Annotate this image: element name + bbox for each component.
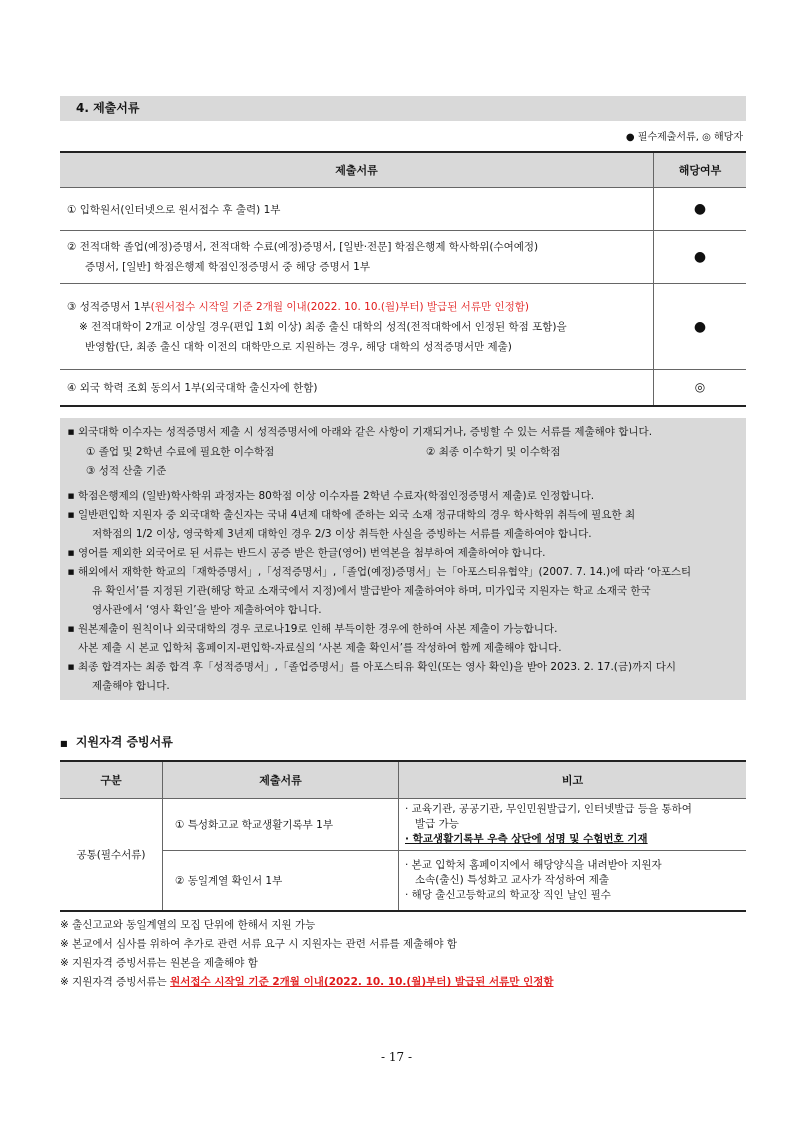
- footnote: ※ 본교에서 심사를 위하여 추가로 관련 서류 요구 시 지원자는 관련 서류를 제출해야 함: [60, 938, 458, 950]
- footnote: ※ 출신고교와 동일계열의 모집 단위에 한해서 지원 가능: [60, 919, 316, 931]
- mark-cell: ◎: [654, 370, 747, 406]
- remark-cell: · 교육기관, 공공기관, 무인민원발급기, 인터넷발급 등을 통하여 발급 가능 · 학교생활기록부 우측 상단에 성명 및 수험번호 기재: [399, 799, 747, 851]
- square-bullet-icon: ■: [67, 625, 75, 633]
- header-type: 구분: [60, 761, 163, 799]
- table-row: [60, 370, 746, 406]
- doc-cell: ② 동일계열 확인서 1부: [163, 851, 399, 911]
- footnotes: [60, 916, 554, 992]
- square-bullet-icon: ■: [67, 511, 75, 519]
- note-item: ■ 일반편입학 지원자 중 외국대학 출신자는 국내 4년제 대학에 준하는 외국 소재 정규대학의 경우 학사학위 취득에 필요한 최 저학점의 1/2 이상, 영국학제 3년제 대학인 경우 2/3 이상 취득한 사실을 증빙하는 서류를 제출하여야 합니다.: [64, 506, 736, 544]
- square-bullet-icon: ■: [67, 663, 75, 671]
- doc-note-cont: 반영함(단, 최종 출신 대학 이전의 대학만으로 지원하는 경우, 해당 대학의 성적증명서만 제출): [85, 340, 512, 353]
- table-row: [60, 188, 746, 231]
- note-item: ■ 외국대학 이수자는 성적증명서 제출 시 성적증명서에 아래와 같은 사항이 기재되거나, 증빙할 수 있는 서류를 제출해야 합니다.: [64, 423, 736, 442]
- doc-note: ※ 전적대학이 2개교 이상일 경우(편입 1회 이상) 최종 출신 대학의 성적(전적대학에서 인정된 학점 포함)을: [79, 320, 567, 333]
- footnote: ※ 지원자격 증빙서류는 원서접수 시작일 기준 2개월 이내(2022. 10. 10.(월)부터) 발급된 서류만 인정함: [60, 976, 554, 988]
- doc-text-cont: 증명서, [일반] 학점은행제 학점인정증명서 중 해당 증명서 1부: [85, 261, 371, 273]
- note-item: ■ 최종 합격자는 최종 합격 후「성적증명서」,「졸업증명서」를 아포스티유 확인(또는 영사 확인)을 받아 2023. 2. 17.(금)까지 다시 제출해야 합니다.: [64, 658, 736, 696]
- table-row: [60, 284, 746, 370]
- header-remark: 비고: [399, 761, 747, 799]
- table-row: [60, 799, 746, 851]
- table-header-row: [60, 152, 746, 188]
- required-documents-table: [60, 151, 746, 407]
- doc-cell: [60, 370, 654, 406]
- header-doc: 제출서류: [60, 152, 654, 188]
- doc-text-red: (원서접수 시작일 기준 2개월 이내(2022. 10. 10.(월)부터) 발급된 서류만 인정함): [150, 300, 529, 313]
- note-item: ■ 원본제출이 원칙이나 외국대학의 경우 코로나19로 인해 부득이한 경우에 한하여 사본 제출이 가능합니다. 사본 제출 시 본교 입학처 홈페이지-편입학-자료실의 ‘사본 제출 확인서’를 작성하여 함께 제출해야 합니다.: [64, 620, 736, 658]
- note-item: ■ 학점은행제의 (일반)학사학위 과정자는 80학점 이상 이수자를 2학년 수료자(학점인정증명서 제출)로 인정합니다.: [64, 487, 736, 506]
- page-number: - 17 -: [380, 1050, 412, 1064]
- mark-cell: ●: [654, 231, 747, 284]
- qualification-documents-table: [60, 760, 746, 912]
- note-subitems: ① 졸업 및 2학년 수료에 필요한 이수학점 ② 최종 이수학기 및 이수학점: [86, 446, 561, 458]
- doc-text: ③ 성적증명서 1부: [67, 300, 151, 313]
- table-row: [60, 851, 746, 911]
- square-bullet-icon: ■: [67, 492, 75, 500]
- doc-text: ② 전적대학 졸업(예정)증명서, 전적대학 수료(예정)증명서, [일반·전문] 학점은행제 학사학위(수여예정): [67, 241, 539, 253]
- qualification-section-title: ■ 지원자격 증빙서류: [60, 735, 173, 749]
- note-item: ■ 해외에서 재학한 학교의「재학증명서」,「성적증명서」,「졸업(예정)증명서」는「아포스티유협약」(2007. 7. 14.)에 따라 ‘아포스티 유 확인서’를 지정된 기관(해당 학교 소재국에서 지정)에서 발급받아 제출하여야 하며, 미가입국 지원자는 학교 소재국 한국 영사관에서 ‘영사 확인’을 받아 제출하여야 합니다.: [64, 563, 736, 620]
- footnote: ※ 지원자격 증빙서류는 원본을 제출해야 함: [60, 957, 258, 969]
- mark-cell: ●: [654, 188, 747, 231]
- header-applies: 해당여부: [654, 152, 747, 188]
- section-4-header: [60, 96, 746, 121]
- category-cell: 공통(필수서류): [60, 799, 163, 911]
- doc-text: ④ 외국 학력 조회 동의서 1부(외국대학 출신자에 한함): [67, 381, 318, 394]
- remark-cell: · 본교 입학처 홈페이지에서 해당양식을 내려받아 지원자 소속(출신) 특성화고 교사가 작성하여 제출 · 해당 출신고등학교의 학교장 직인 날인 필수: [399, 851, 747, 911]
- table-row: [60, 231, 746, 284]
- square-bullet-icon: ■: [67, 428, 75, 436]
- doc-cell: [60, 284, 654, 370]
- note-item: ■ 영어를 제외한 외국어로 된 서류는 반드시 공증 받은 한글(영어) 번역본을 첨부하여 제출하여야 합니다.: [64, 544, 736, 563]
- mark-cell: ●: [654, 284, 747, 370]
- square-bullet-icon: ■: [67, 549, 75, 557]
- square-bullet-icon: ■: [67, 568, 75, 576]
- doc-cell: ① 특성화고교 학교생활기록부 1부: [163, 799, 399, 851]
- square-bullet-icon: ■: [60, 739, 68, 748]
- notes-box: ■ 외국대학 이수자는 성적증명서 제출 시 성적증명서에 아래와 같은 사항이 기재되거나, 증빙할 수 있는 서류를 제출해야 합니다. ① 졸업 및 2학년 수료에 필요한 이수학점 ② 최종 이수학기 및 이수학점 ③ 성적 산출 기준 ■ 학점은행제의 (일반)학사학위 과정자는 80학점 이상 이수자를 2학년 수료자(학점인정증명서 제출)로 인정합니다. ■ 일반편입학 지원자 중 외국대학 출신자는 국내 4년제 대학에 준하는 외국 소재 정규대학의 경우 학사학위 취득에 필요한 최 저학점의 1/2 이상, 영국학제 3년제 대학인 경우 2/3 이상 취득한 사실을 증빙하는 서류를 제출하여야 합니다. ■ 영어를 제외한 외국어로 된 서류는 반드시 공증 받은 한글(영어) 번역본을 첨부하여 제출하여야 합니다. ■ 해외에서 재학한 학교의「재학증명서」,「성적증명서」,「졸업(예정)증명서」는「아포스티유협약」(2007. 7. 14.)에 따라 ‘아포스티 유 확인서’를 지정된 기관(해당 학교 소재국에서 지정)에서 발급받아 제출하여야 하며, 미가입국 지원자는 학교 소재국 한국 영사관에서 ‘영사 확인’을 받아 제출하여야 합니다. ■ 원본제출이 원칙이나 외국대학의 경우 코로나19로 인해 부득이한 경우에 한하여 사본 제출이 가능합니다. 사본 제출 시 본교 입학처 홈페이지-편입학-자료실의 ‘사본 제출 확인서’를 작성하여 함께 제출해야 합니다. ■ 최종 합격자는 최종 합격 후「성적증명서」,「졸업증명서」를 아포스티유 확인(또는 영사 확인)을 받아 2023. 2. 17.(금)까지 다시 제출해야 합니다.: [60, 418, 746, 700]
- doc-cell: [60, 231, 654, 284]
- legend: ● 필수제출서류, ◎ 해당자: [625, 132, 743, 143]
- header-doc: 제출서류: [163, 761, 399, 799]
- section-4-title: 4. 제출서류: [76, 101, 140, 115]
- doc-cell: [60, 188, 654, 231]
- table-header-row: [60, 761, 746, 799]
- doc-text: ① 입학원서(인터넷으로 원서접수 후 출력) 1부: [67, 203, 281, 216]
